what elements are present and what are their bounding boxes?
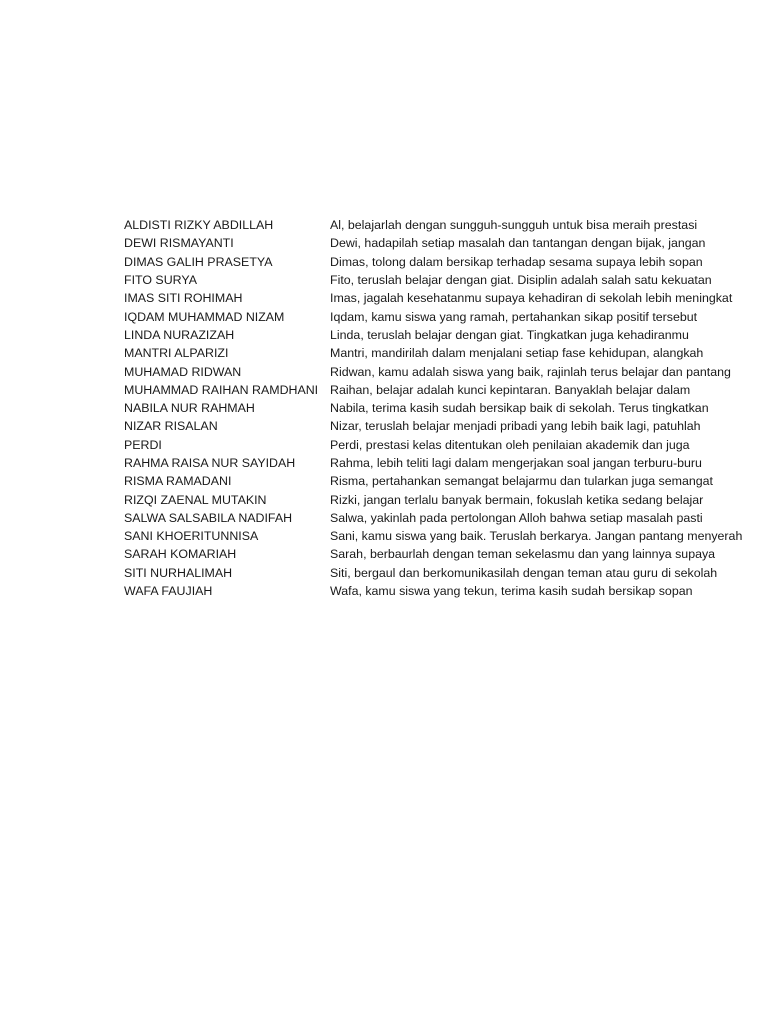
student-name-cell: RAHMA RAISA NUR SAYIDAH xyxy=(124,456,296,470)
student-name-cell: DEWI RISMAYANTI xyxy=(124,236,234,251)
student-name-cell: FITO SURYA xyxy=(124,273,197,288)
table-row xyxy=(124,582,698,600)
student-name-cell: DIMAS GALIH PRASETYA xyxy=(124,254,273,269)
teacher-comment-cell: Nabila, terima kasih sudah bersikap baik di sekolah. Terus tingkatkan xyxy=(330,401,709,416)
student-name-cell: LINDA NURAZIZAH xyxy=(124,327,235,342)
teacher-comment-cell: Nizar, teruslah belajar menjadi pribadi yang lebih baik lagi, patuhlah xyxy=(330,419,701,434)
table-row xyxy=(124,326,698,344)
teacher-comment-cell: Rizki, jangan terlalu banyak bermain, fokuslah ketika sedang belajar xyxy=(330,492,704,507)
table-row xyxy=(124,271,712,289)
student-name-cell: IMAS SITI ROHIMAH xyxy=(124,291,243,306)
table-row xyxy=(124,417,701,435)
student-comment-table xyxy=(124,216,743,600)
teacher-comment-cell: Rahma, lebih teliti lagi dalam mengerjakan soal jangan terburu-buru xyxy=(330,456,702,470)
teacher-comment-cell: Linda, teruslah belajar dengan giat. Tingkatkan juga kehadiranmu xyxy=(330,327,689,342)
teacher-comment-cell: Siti, bergaul dan berkomunikasilah dengan teman atau guru di sekolah xyxy=(330,565,718,580)
table-row xyxy=(124,216,698,234)
teacher-comment-cell: Wafa, kamu siswa yang tekun, terima kasih sudah bersikap sopan xyxy=(330,584,693,599)
teacher-comment-cell: Dimas, tolong dalam bersikap terhadap sesama supaya lebih sopan xyxy=(330,254,703,269)
student-name-cell: ALDISTI RIZKY ABDILLAH xyxy=(124,218,274,233)
teacher-comment-cell: Mantri, mandirilah dalam menjalani setiap fase kehidupan, alangkah xyxy=(330,346,704,361)
teacher-comment-cell: Ridwan, kamu adalah siswa yang baik, rajinlah terus belajar dan pantang xyxy=(330,364,731,379)
table-row xyxy=(124,545,716,563)
student-name-cell: SITI NURHALIMAH xyxy=(124,565,233,580)
student-name-cell: SANI KHOERITUNNISA xyxy=(124,529,259,544)
table-row xyxy=(124,472,713,490)
table-row xyxy=(124,253,703,271)
student-name-cell: MUHAMMAD RAIHAN RAMDHANI xyxy=(124,382,319,397)
table-row xyxy=(124,381,698,399)
table-row xyxy=(124,362,731,380)
teacher-comment-cell: Imas, jagalah kesehatanmu supaya kehadiran di sekolah lebih meningkat xyxy=(330,291,733,306)
student-name-cell: SARAH KOMARIAH xyxy=(124,547,237,562)
student-name-cell: PERDI xyxy=(124,437,162,452)
teacher-comment-cell: Risma, pertahankan semangat belajarmu dan tularkan juga semangat xyxy=(330,474,713,489)
teacher-comment-cell: Perdi, prestasi kelas ditentukan oleh penilaian akademik dan juga xyxy=(330,437,690,452)
teacher-comment-cell: Fito, teruslah belajar dengan giat. Disiplin adalah salah satu kekuatan xyxy=(330,273,712,288)
table-row xyxy=(124,289,733,307)
student-name-cell: RISMA RAMADANI xyxy=(124,474,232,489)
student-name-cell: MANTRI ALPARIZI xyxy=(124,346,229,361)
student-name-cell: NIZAR RISALAN xyxy=(124,419,218,434)
table-row xyxy=(124,307,698,325)
teacher-comment-cell: Raihan, belajar adalah kunci kepintaran. Banyaklah belajar dalam xyxy=(330,382,691,397)
teacher-comment-cell: Iqdam, kamu siswa yang ramah, pertahankan sikap positif tersebut xyxy=(330,309,698,324)
table-row xyxy=(124,436,698,454)
table-row xyxy=(124,564,718,582)
student-name-cell: SALWA SALSABILA NADIFAH xyxy=(124,510,293,525)
teacher-comment-cell: Al, belajarlah dengan sungguh-sungguh untuk bisa meraih prestasi xyxy=(330,218,698,233)
student-name-cell: MUHAMAD RIDWAN xyxy=(124,364,242,379)
student-name-cell: IQDAM MUHAMMAD NIZAM xyxy=(124,309,285,324)
teacher-comment-cell: Sarah, berbaurlah dengan teman sekelasmu dan yang lainnya supaya xyxy=(330,547,716,562)
teacher-comment-cell: Sani, kamu siswa yang baik. Teruslah berkarya. Jangan pantang menyerah xyxy=(330,529,743,544)
table-row xyxy=(124,344,704,362)
table-row xyxy=(124,234,706,252)
table-row xyxy=(124,527,743,545)
student-name-cell: RIZQI ZAENAL MUTAKIN xyxy=(124,492,267,507)
table-row xyxy=(124,509,703,527)
table-row xyxy=(124,490,704,508)
student-name-cell: NABILA NUR RAHMAH xyxy=(124,401,255,416)
student-name-cell: WAFA FAUJIAH xyxy=(124,584,213,599)
table-row xyxy=(124,399,709,417)
teacher-comment-cell: Dewi, hadapilah setiap masalah dan tantangan dengan bijak, jangan xyxy=(330,236,706,251)
table-row xyxy=(124,454,702,472)
teacher-comment-cell: Salwa, yakinlah pada pertolongan Alloh bahwa setiap masalah pasti xyxy=(330,510,703,525)
